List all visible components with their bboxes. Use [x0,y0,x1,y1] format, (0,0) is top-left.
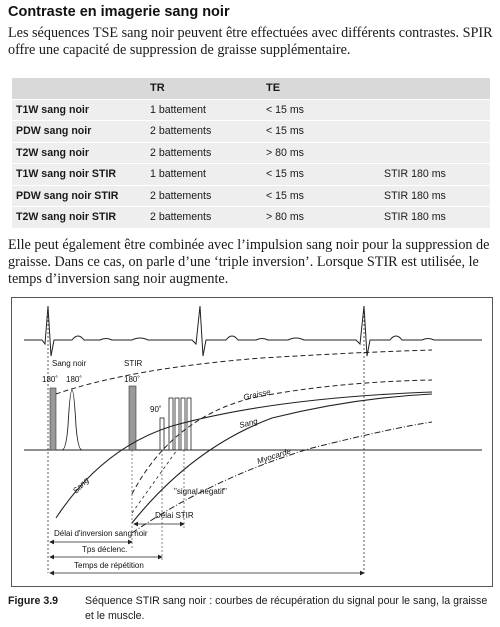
table-row [12,121,490,143]
table-cell: STIR 180 ms [380,185,490,207]
table-header-row [12,78,490,99]
label-tps-declenc: Tps déclenc. [82,545,128,554]
label-temps-repetition: Temps de répétition [74,561,144,570]
label-sang-lower: Sang [71,475,91,496]
pulse-stir-180 [129,386,136,450]
table-cell: 2 battements [146,121,262,143]
table-cell: PDW sang noir STIR [12,185,146,207]
diagram-canvas [12,298,492,586]
table-cell: T2W sang noir [12,142,146,164]
table-row [12,142,490,164]
label-180-b: 180˚ [66,375,83,384]
table-row [12,185,490,207]
table-row [12,164,490,186]
table-cell: < 15 ms [262,164,380,186]
table-cell: > 80 ms [262,207,380,229]
table-cell: 1 battement [146,164,262,186]
sang-curve [56,392,432,518]
label-90: 90˚ [150,405,162,414]
label-graisse: Graisse [242,387,272,402]
table-cell [380,142,490,164]
table-cell: 2 battements [146,185,262,207]
pulse-90 [160,418,164,450]
contrast-table [12,78,490,229]
label-sang-noir: Sang noir [52,359,87,368]
pulse-refocus [181,398,185,450]
table-cell: > 80 ms [262,142,380,164]
table-cell: T1W sang noir STIR [12,164,146,186]
table-row [12,207,490,229]
table-cell [380,121,490,143]
table-cell: STIR 180 ms [380,164,490,186]
label-signal-negatif: "signal négatif" [174,487,227,496]
table-row [12,99,490,121]
intro-paragraph: Les séquences TSE sang noir peuvent être effectuées avec différents contrastes. SPIR offre une capacité de suppression de graisse supplémentaire. [8,25,493,58]
table-cell: 2 battements [146,142,262,164]
table-cell [380,99,490,121]
label-180-c: 180˚ [124,375,141,384]
label-sang-curve: Sang [238,416,259,430]
table-header-cell: TR [146,78,262,99]
label-delai-stir: Délai STIR [155,511,194,520]
table-header-cell [12,78,146,99]
table-cell: PDW sang noir [12,121,146,143]
section-heading: Contraste en imagerie sang noir [8,4,230,20]
pulse-180-selective [62,390,82,450]
label-myocarde: Myocarde [255,446,293,466]
ecg-trace [24,306,482,356]
pulse-180-nonselective [50,388,56,450]
table-header-cell: TE [262,78,380,99]
label-180-a: 180˚ [42,375,59,384]
table-cell: STIR 180 ms [380,207,490,229]
table-cell: 1 battement [146,99,262,121]
figure-caption-text: Séquence STIR sang noir : courbes de récupération du signal pour le sang, la graisse et le muscle. [85,595,488,622]
sequence-diagram [11,297,493,587]
table-cell: T1W sang noir [12,99,146,121]
label-delai-inversion: Délai d'inversion sang noir [54,529,148,538]
table-header-cell [380,78,490,99]
table-cell: < 15 ms [262,121,380,143]
table-cell: 2 battements [146,207,262,229]
table-cell: < 15 ms [262,99,380,121]
graisse-upper-curve [56,350,432,394]
table-cell: < 15 ms [262,185,380,207]
label-stir: STIR [124,359,143,368]
pulse-refocus [187,398,191,450]
figure-number: Figure 3.9 [8,595,59,607]
table-cell: T2W sang noir STIR [12,207,146,229]
body-paragraph: Elle peut également être combinée avec l’impulsion sang noir pour la suppression de graisse. Dans ce cas, on parle d’une ‘triple inversion’. Lorsque STIR est utilisée, le temps d’inversion sang noir augmente. [8,237,490,287]
